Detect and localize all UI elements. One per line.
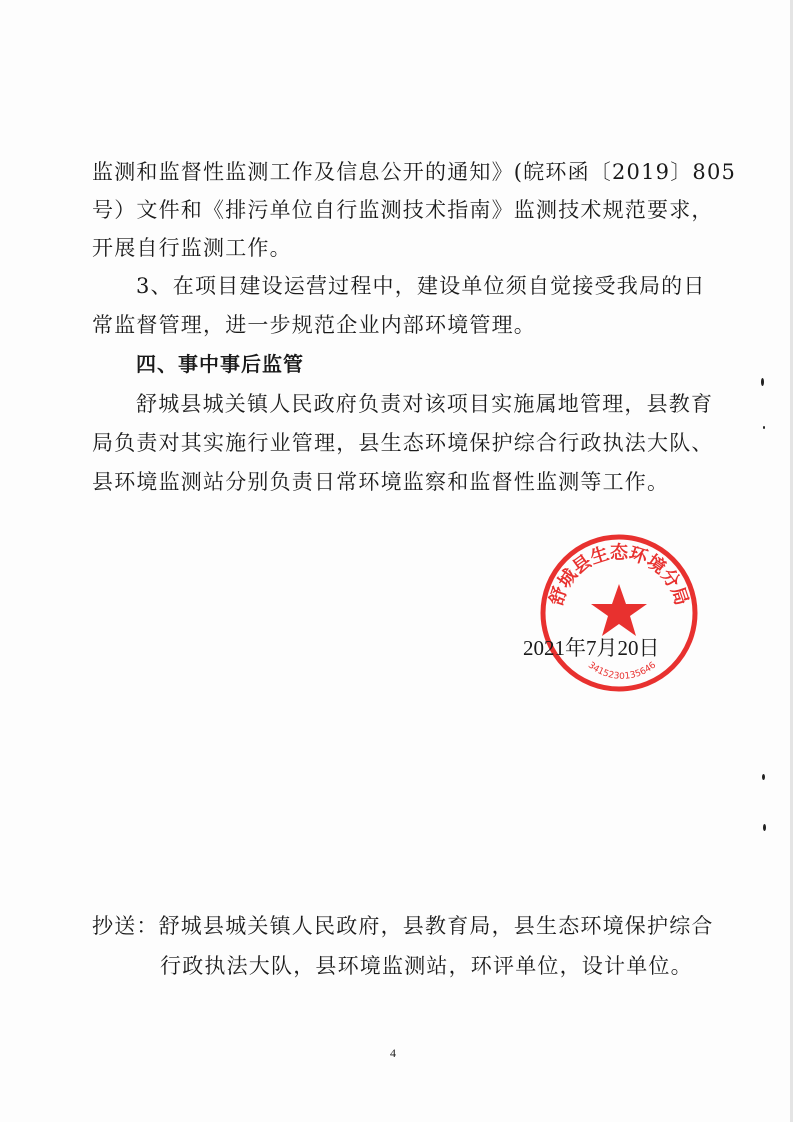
- section-line-1: 舒城县城关镇人民政府负责对该项目实施属地管理，县教育: [136, 392, 714, 416]
- body-line-2: 号）文件和《排污单位自行监测技术指南》监测技术规范要求，: [92, 198, 714, 222]
- scan-speck: [763, 426, 765, 429]
- section-line-2: 局负责对其实施行业管理，县生态环境保护综合行政执法大队、: [92, 431, 714, 455]
- scan-speck: [762, 774, 765, 780]
- seal-text: 舒城县生态环境分局: [546, 542, 692, 609]
- body-line-4: 3、在项目建设运营过程中，建设单位须自觉接受我局的日: [136, 274, 706, 298]
- cc-line-1: 抄送：舒城县城关镇人民政府，县教育局，县生态环境保护综合: [92, 914, 714, 938]
- scan-speck: [761, 378, 764, 386]
- official-seal: [538, 532, 700, 694]
- document-date: 2021年7月20日: [523, 636, 660, 660]
- scan-speck: [763, 824, 766, 831]
- seal-number: 3415230135646: [585, 660, 659, 682]
- section-line-3: 县环境监测站分别负责日常环境监察和监督性监测等工作。: [92, 470, 670, 494]
- body-line-5: 常监督管理，进一步规范企业内部环境管理。: [92, 313, 536, 337]
- page-number: 4: [390, 1046, 396, 1060]
- seal-star-icon: [591, 584, 647, 636]
- section-heading: 四、事中事后监管: [136, 352, 304, 376]
- body-line-1: 监测和监督性监测工作及信息公开的通知》(皖环函〔2019〕805: [92, 160, 737, 184]
- body-line-3: 开展自行监测工作。: [92, 236, 292, 260]
- cc-line-2: 行政执法大队，县环境监测站，环评单位，设计单位。: [160, 954, 693, 978]
